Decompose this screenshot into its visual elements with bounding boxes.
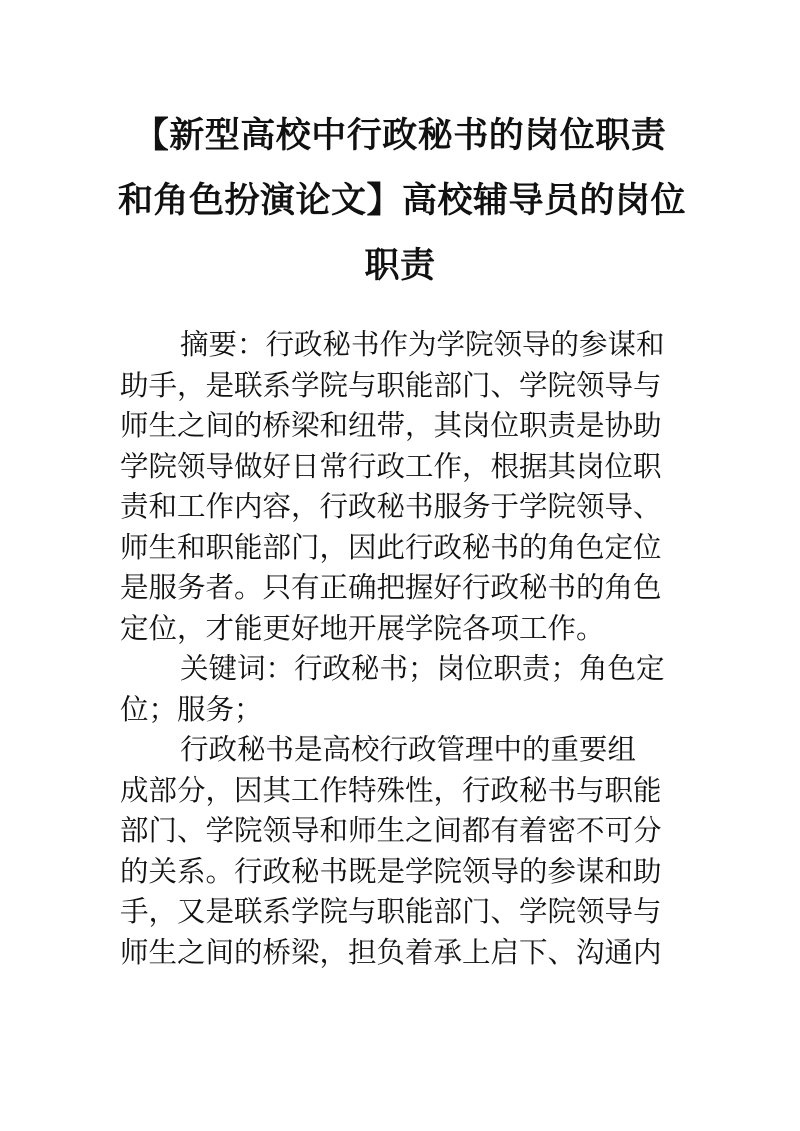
text-line: 师生之间的桥梁和纽带，其岗位职责是协助 bbox=[120, 409, 662, 442]
text-line: 是服务者。只有正确把握好行政秘书的角色 bbox=[120, 571, 662, 604]
keywords-paragraph bbox=[120, 649, 690, 730]
document-title bbox=[118, 104, 687, 299]
text-line: 关键词：行政秘书；岗位职责；角色定 bbox=[180, 652, 665, 685]
abstract-paragraph bbox=[120, 325, 690, 649]
text-line: 的关系。行政秘书既是学院领导的参谋和助 bbox=[120, 854, 662, 888]
text-line: 成部分，因其工作特殊性，行政秘书与职能 bbox=[120, 773, 662, 807]
title-line: 职责 bbox=[364, 246, 436, 286]
text-line: 师生之间的桥梁，担负着承上启下、沟通内 bbox=[120, 935, 662, 969]
title-line: 【新型高校中行政秘书的岗位职责 bbox=[133, 116, 667, 156]
title-line: 和角色扮演论文】高校辅导员的岗位 bbox=[118, 181, 687, 221]
text-line: 手，又是联系学院与职能部门、学院领导与 bbox=[120, 895, 662, 928]
text-line: 行政秘书是高校行政管理中的重要组 bbox=[180, 733, 637, 766]
text-line: 位；服务； bbox=[120, 692, 263, 726]
text-line: 部门、学院领导和师生之间都有着密不可分 bbox=[120, 814, 662, 847]
text-line: 助手，是联系学院与职能部门、学院领导与 bbox=[120, 368, 662, 402]
text-line: 师生和职能部门，因此行政秘书的角色定位 bbox=[120, 530, 662, 564]
text-line: 责和工作内容，行政秘书服务于学院领导、 bbox=[120, 490, 662, 523]
text-line: 摘要：行政秘书作为学院领导的参谋和 bbox=[180, 328, 665, 361]
document-body bbox=[120, 325, 690, 973]
text-line: 定位，才能更好地开展学院各项工作。 bbox=[120, 611, 605, 645]
body-paragraph bbox=[120, 730, 690, 973]
text-line: 学院领导做好日常行政工作，根据其岗位职 bbox=[120, 449, 662, 483]
